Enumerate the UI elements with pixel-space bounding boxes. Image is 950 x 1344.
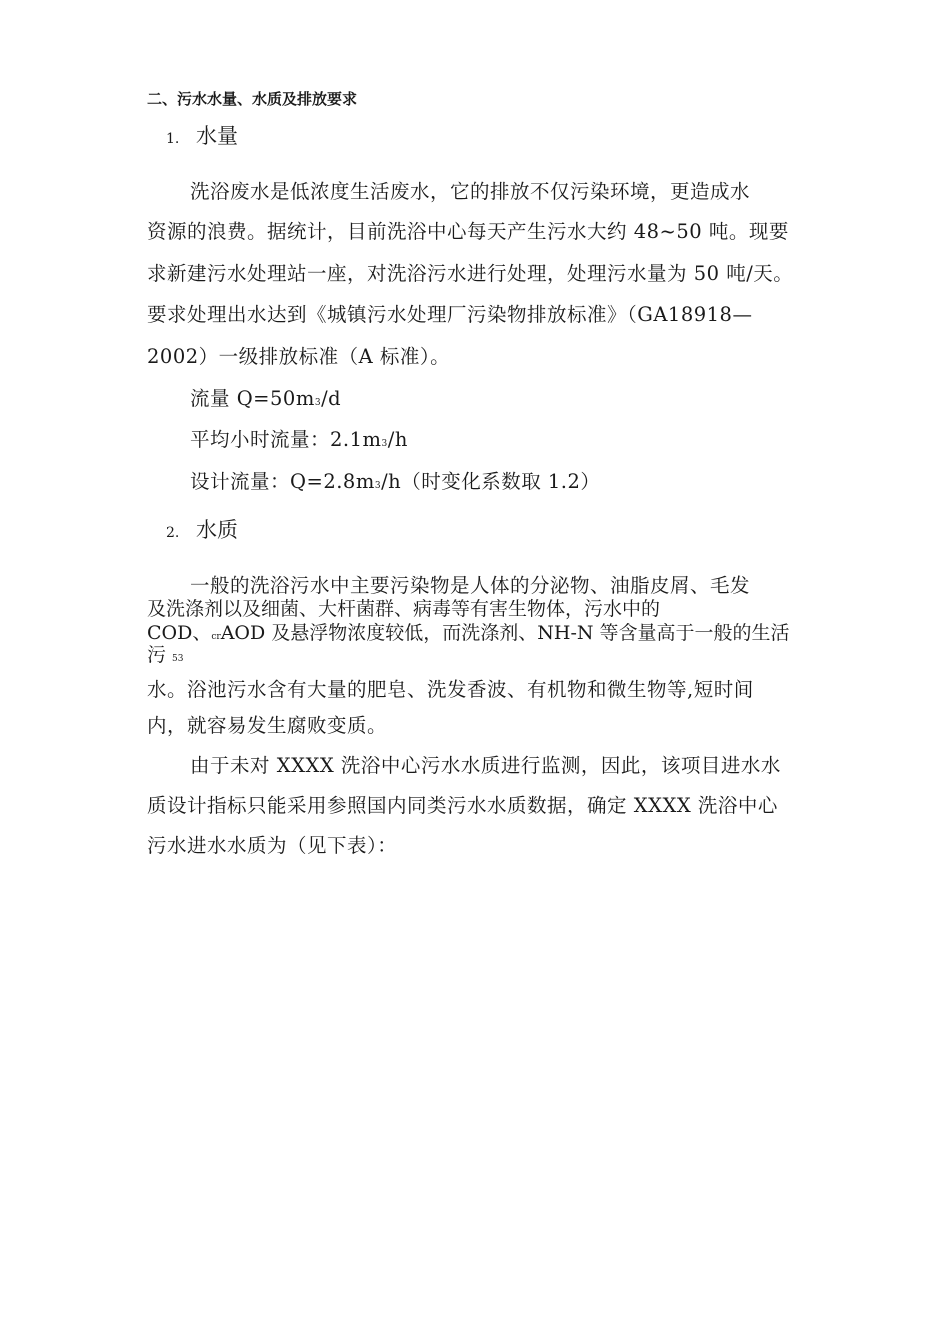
subheading-number: 1. [166,131,180,147]
paragraph-line: 由于未对 XXXX 洗浴中心污水水质进行监测，因此，该项目进水水 [190,754,781,777]
paragraph-line: 污水进水水质为（见下表）： [147,834,398,857]
average-hourly-flow-line: 平均小时流量：2.1m3/h [190,428,408,451]
paragraph-line: 污 53 [147,644,184,666]
subheading-text: 水质 [196,518,238,542]
paragraph-line: 及洗涤剂以及细菌、大杆菌群、病毒等有害生物体，污水中的 [147,598,661,620]
paragraph-line: 求新建污水处理站一座，对洗浴污水进行处理，处理污水量为 50 吨/天。 [147,262,794,285]
paragraph-line: 洗浴废水是低浓度生活废水，它的排放不仅污染环境，更造成水 [190,180,751,203]
design-flow-line: 设计流量：Q=2.8m3/h（时变化系数取 1.2） [190,470,601,493]
paragraph-line: 一般的洗浴污水中主要污染物是人体的分泌物、油脂皮屑、毛发 [190,574,751,597]
paragraph-line: 要求处理出水达到《城镇污水处理厂污染物排放标准》（GA18918— [147,303,753,326]
subheading-water-quality [166,514,238,544]
flow-rate-line: 流量 Q=50m3/d [190,387,342,410]
paragraph-line: 水。浴池污水含有大量的肥皂、洗发香波、有机物和微生物等,短时间 [147,678,754,701]
subheading-text: 水量 [196,124,238,148]
subheading-number: 2. [166,525,180,541]
subheading-water-quantity [166,120,238,150]
section-title: 二、污水水量、水质及排放要求 [147,90,358,108]
paragraph-line: 资源的浪费。据统计，目前洗浴中心每天产生污水大约 48~50 吨。现要 [147,220,789,243]
paragraph-line: 质设计指标只能采用参照国内同类污水水质数据，确定 XXXX 洗浴中心 [147,794,778,817]
paragraph-line: 2002）一级排放标准（A 标准）。 [147,345,451,368]
paragraph-line: COD、crAOD 及悬浮物浓度较低，而洗涤剂、NH-N 等含量高于一般的生活 [147,622,790,644]
paragraph-line: 内，就容易发生腐败变质。 [147,714,388,737]
